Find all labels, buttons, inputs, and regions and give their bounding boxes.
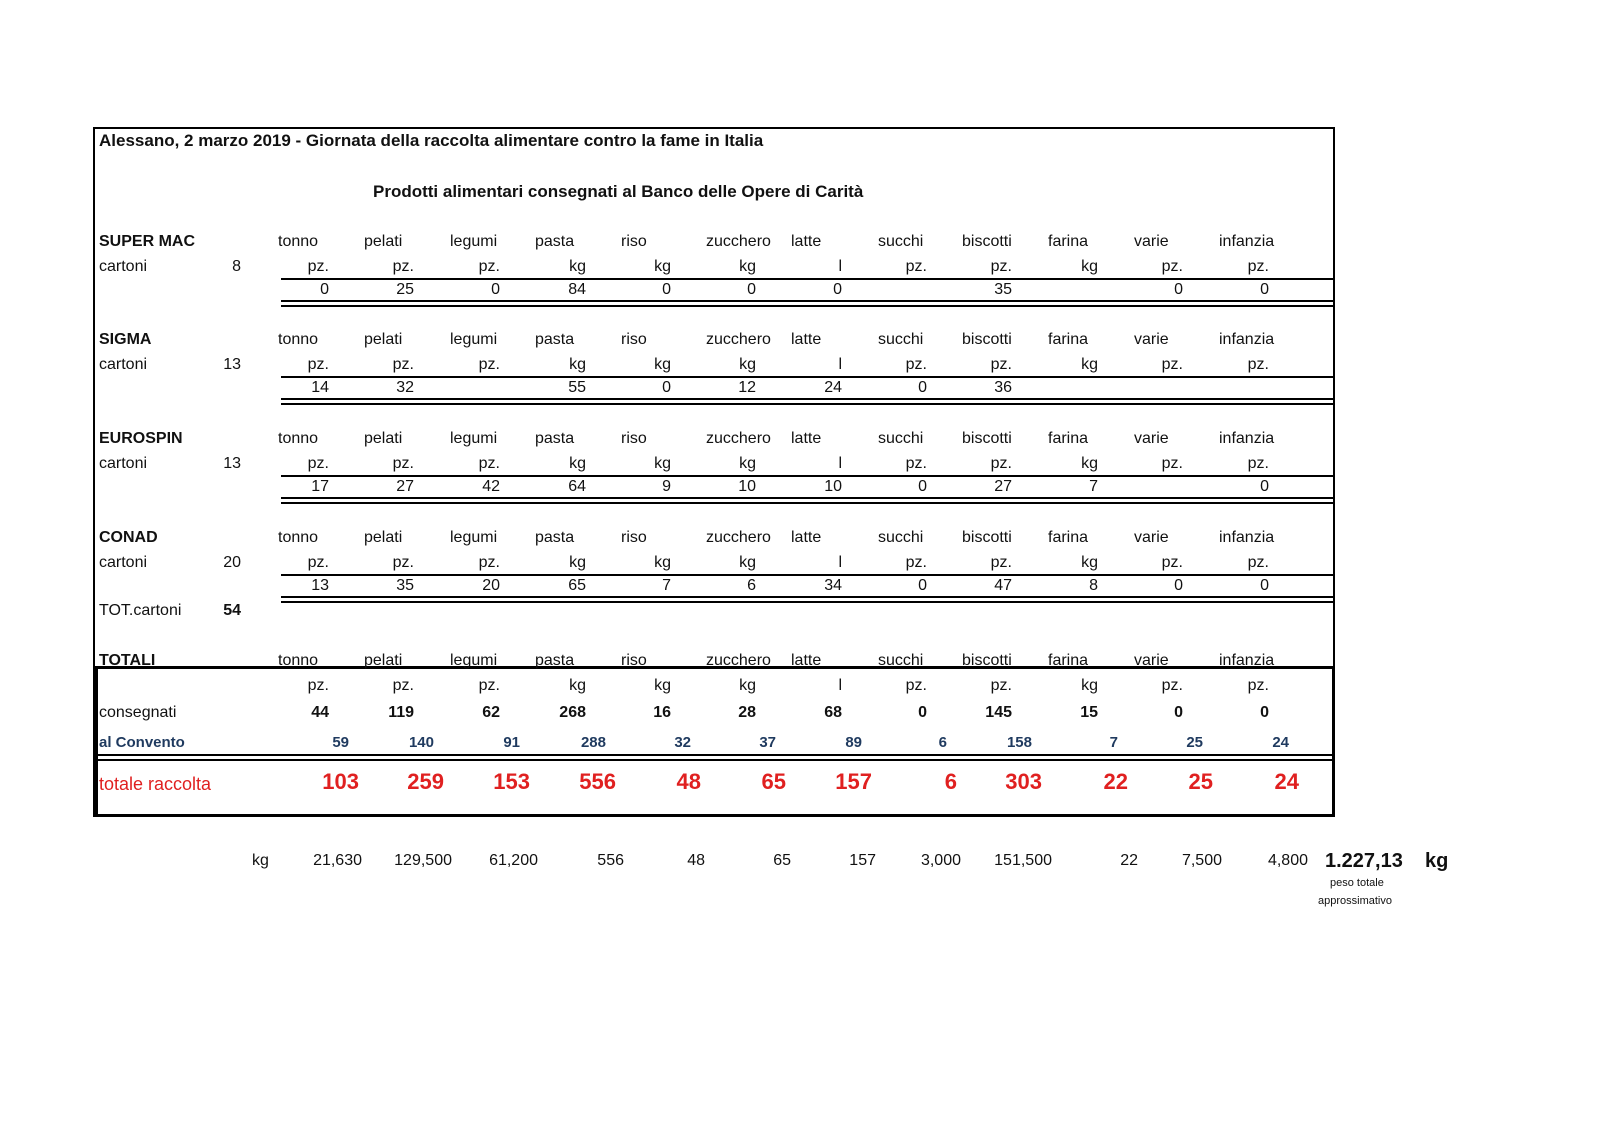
weight-value: 7,500 xyxy=(1181,852,1222,869)
cartoni-count: 13 xyxy=(223,356,241,373)
weight-value: 151,500 xyxy=(994,852,1052,869)
raccolta-value: 153 xyxy=(493,769,530,794)
unit-label: pz. xyxy=(1247,554,1269,571)
unit-label: pz. xyxy=(1247,258,1269,275)
unit-label: kg xyxy=(569,356,586,373)
unit-label: kg xyxy=(569,455,586,472)
unit-label: kg xyxy=(654,455,671,472)
consegnati-value: 44 xyxy=(311,704,329,721)
store-value: 36 xyxy=(994,379,1012,396)
column-header: tonno xyxy=(278,529,319,546)
unit-label: pz. xyxy=(392,677,414,694)
column-header: zucchero xyxy=(706,652,771,669)
store-value: 0 xyxy=(918,379,927,396)
store-value: 12 xyxy=(738,379,756,396)
cartoni-count: 20 xyxy=(223,554,241,571)
store-value: 42 xyxy=(482,478,500,495)
convento-value: 140 xyxy=(408,734,434,751)
weight-value: 48 xyxy=(687,852,705,869)
unit-label: pz. xyxy=(478,356,500,373)
unit-label: l xyxy=(838,258,842,275)
weight-value: 61,200 xyxy=(489,852,538,869)
totali-label: TOTALI xyxy=(99,652,156,669)
unit-label: l xyxy=(838,677,842,694)
consegnati-value: 119 xyxy=(388,704,414,721)
double-rule-line xyxy=(281,398,1333,405)
unit-label: pz. xyxy=(990,677,1012,694)
weight-value: 556 xyxy=(597,852,624,869)
unit-label: pz. xyxy=(307,677,329,694)
report-sheet xyxy=(93,127,1335,817)
column-header: legumi xyxy=(450,233,498,250)
rule-line xyxy=(281,574,1333,576)
unit-label: kg xyxy=(569,677,586,694)
column-header: pelati xyxy=(364,233,403,250)
store-value: 0 xyxy=(1174,281,1183,298)
consegnati-label: consegnati xyxy=(99,704,177,721)
store-value: 47 xyxy=(994,577,1012,594)
column-header: zucchero xyxy=(706,430,771,447)
unit-label: pz. xyxy=(990,554,1012,571)
convento-value: 25 xyxy=(1186,734,1203,751)
store-value: 0 xyxy=(662,379,671,396)
unit-label: pz. xyxy=(307,455,329,472)
raccolta-value: 25 xyxy=(1188,769,1213,794)
store-value: 0 xyxy=(833,281,842,298)
column-header: succhi xyxy=(878,652,924,669)
rule-line xyxy=(281,475,1333,477)
store-value: 6 xyxy=(747,577,756,594)
cartoni-label: cartoni xyxy=(99,356,148,373)
unit-label: pz. xyxy=(392,258,414,275)
store-value: 24 xyxy=(824,379,842,396)
column-header: latte xyxy=(791,430,822,447)
unit-label: pz. xyxy=(392,356,414,373)
unit-label: pz. xyxy=(905,356,927,373)
double-rule-line xyxy=(281,300,1333,307)
unit-label: kg xyxy=(654,677,671,694)
column-header: infanzia xyxy=(1219,430,1275,447)
unit-label: l xyxy=(838,455,842,472)
unit-label: pz. xyxy=(478,554,500,571)
unit-label: kg xyxy=(1081,455,1098,472)
weight-note-line1: peso totale xyxy=(1330,877,1384,889)
store-value: 14 xyxy=(311,379,329,396)
convento-value: 91 xyxy=(503,734,520,751)
column-header: riso xyxy=(621,233,647,250)
unit-label: pz. xyxy=(307,258,329,275)
convento-value: 6 xyxy=(938,734,947,751)
column-header: farina xyxy=(1048,233,1089,250)
consegnati-value: 68 xyxy=(824,704,842,721)
raccolta-value: 48 xyxy=(676,769,701,794)
column-header: farina xyxy=(1048,430,1089,447)
store-value: 17 xyxy=(311,478,329,495)
unit-label: kg xyxy=(739,258,756,275)
column-header: pelati xyxy=(364,652,403,669)
column-header: latte xyxy=(791,233,822,250)
column-header: pasta xyxy=(535,233,575,250)
double-rule-line xyxy=(281,596,1333,603)
weight-value: 22 xyxy=(1120,852,1138,869)
unit-label: kg xyxy=(739,677,756,694)
weight-value: 65 xyxy=(773,852,791,869)
column-header: tonno xyxy=(278,430,319,447)
weight-total-unit: kg xyxy=(1425,850,1449,872)
unit-label: l xyxy=(838,356,842,373)
unit-label: pz. xyxy=(1161,258,1183,275)
consegnati-value: 28 xyxy=(738,704,756,721)
unit-label: pz. xyxy=(905,258,927,275)
store-value: 35 xyxy=(396,577,414,594)
raccolta-label: totale raccolta xyxy=(99,774,212,794)
column-header: riso xyxy=(621,430,647,447)
store-value: 65 xyxy=(568,577,586,594)
column-header: biscotti xyxy=(962,331,1012,348)
store-name: EUROSPIN xyxy=(99,430,183,447)
store-value: 13 xyxy=(311,577,329,594)
column-header: pasta xyxy=(535,529,575,546)
column-header: varie xyxy=(1134,430,1169,447)
unit-label: pz. xyxy=(990,455,1012,472)
unit-label: kg xyxy=(1081,677,1098,694)
column-header: infanzia xyxy=(1219,529,1275,546)
store-value: 27 xyxy=(396,478,414,495)
convento-label: al Convento xyxy=(99,734,185,751)
consegnati-value: 15 xyxy=(1080,704,1098,721)
column-header: pelati xyxy=(364,331,403,348)
store-value: 7 xyxy=(662,577,671,594)
unit-label: kg xyxy=(739,356,756,373)
convento-value: 288 xyxy=(580,734,606,751)
column-header: riso xyxy=(621,652,647,669)
unit-label: kg xyxy=(739,554,756,571)
unit-label: pz. xyxy=(905,554,927,571)
consegnati-value: 0 xyxy=(1174,704,1183,721)
convento-value: 158 xyxy=(1006,734,1032,751)
raccolta-value: 22 xyxy=(1103,769,1128,794)
unit-label: pz. xyxy=(990,258,1012,275)
store-name: CONAD xyxy=(99,529,158,546)
convento-value: 89 xyxy=(845,734,862,751)
column-header: infanzia xyxy=(1219,331,1275,348)
store-value: 20 xyxy=(482,577,500,594)
convento-value: 24 xyxy=(1272,734,1289,751)
unit-label: pz. xyxy=(1161,677,1183,694)
column-header: biscotti xyxy=(962,652,1012,669)
column-header: legumi xyxy=(450,652,498,669)
store-value: 0 xyxy=(1260,577,1269,594)
column-header: succhi xyxy=(878,331,924,348)
store-name: SIGMA xyxy=(99,331,152,348)
rule-line xyxy=(281,376,1333,378)
column-header: farina xyxy=(1048,331,1089,348)
unit-label: pz. xyxy=(392,455,414,472)
weight-value: 21,630 xyxy=(313,852,362,869)
weight-value: 129,500 xyxy=(394,852,452,869)
store-value: 7 xyxy=(1089,478,1098,495)
weight-value: 157 xyxy=(849,852,876,869)
unit-label: l xyxy=(838,554,842,571)
unit-label: kg xyxy=(1081,554,1098,571)
store-value: 25 xyxy=(396,281,414,298)
column-header: infanzia xyxy=(1219,652,1275,669)
unit-label: kg xyxy=(654,554,671,571)
consegnati-value: 62 xyxy=(482,704,500,721)
store-value: 8 xyxy=(1089,577,1098,594)
raccolta-value: 6 xyxy=(944,769,957,794)
raccolta-value: 259 xyxy=(407,769,444,794)
page-title: Alessano, 2 marzo 2019 - Giornata della raccolta alimentare contro la fame in Italia xyxy=(99,131,764,150)
store-value: 84 xyxy=(568,281,586,298)
column-header: pelati xyxy=(364,430,403,447)
weight-total: 1.227,13 xyxy=(1325,850,1403,872)
raccolta-value: 103 xyxy=(322,769,359,794)
column-header: zucchero xyxy=(706,331,771,348)
column-header: latte xyxy=(791,652,822,669)
column-header: varie xyxy=(1134,233,1169,250)
store-value: 10 xyxy=(824,478,842,495)
store-value: 35 xyxy=(994,281,1012,298)
column-header: farina xyxy=(1048,529,1089,546)
unit-label: pz. xyxy=(905,455,927,472)
column-header: pasta xyxy=(535,331,575,348)
unit-label: kg xyxy=(1081,258,1098,275)
store-value: 0 xyxy=(1260,478,1269,495)
column-header: tonno xyxy=(278,652,319,669)
page-subtitle: Prodotti alimentari consegnati al Banco delle Opere di Carità xyxy=(373,182,864,201)
consegnati-value: 268 xyxy=(559,704,586,721)
column-header: riso xyxy=(621,529,647,546)
store-value: 0 xyxy=(320,281,329,298)
unit-label: pz. xyxy=(1247,677,1269,694)
store-value: 32 xyxy=(396,379,414,396)
column-header: legumi xyxy=(450,529,498,546)
store-value: 9 xyxy=(662,478,671,495)
unit-label: kg xyxy=(1081,356,1098,373)
unit-label: kg xyxy=(739,455,756,472)
weight-value: 4,800 xyxy=(1267,852,1308,869)
convento-value: 59 xyxy=(332,734,349,751)
column-header: zucchero xyxy=(706,529,771,546)
consegnati-value: 0 xyxy=(918,704,927,721)
unit-label: pz. xyxy=(478,677,500,694)
unit-label: pz. xyxy=(307,356,329,373)
tot-cartoni-label: TOT.cartoni xyxy=(99,602,182,619)
store-value: 0 xyxy=(491,281,500,298)
convento-value: 7 xyxy=(1109,734,1118,751)
store-value: 0 xyxy=(1260,281,1269,298)
store-value: 0 xyxy=(662,281,671,298)
raccolta-value: 65 xyxy=(761,769,786,794)
column-header: tonno xyxy=(278,331,319,348)
store-value: 0 xyxy=(1174,577,1183,594)
unit-label: pz. xyxy=(478,455,500,472)
consegnati-value: 145 xyxy=(985,704,1012,721)
unit-label: kg xyxy=(654,258,671,275)
cartoni-label: cartoni xyxy=(99,455,148,472)
raccolta-value: 157 xyxy=(835,769,872,794)
column-header: pasta xyxy=(535,430,575,447)
weight-value: 3,000 xyxy=(920,852,961,869)
raccolta-value: 556 xyxy=(579,769,616,794)
column-header: succhi xyxy=(878,529,924,546)
consegnati-value: 16 xyxy=(653,704,671,721)
column-header: legumi xyxy=(450,430,498,447)
column-header: farina xyxy=(1048,652,1089,669)
cartoni-count: 8 xyxy=(232,258,241,275)
store-value: 34 xyxy=(824,577,842,594)
weight-note-line2: approssimativo xyxy=(1318,895,1392,907)
unit-label: pz. xyxy=(990,356,1012,373)
column-header: legumi xyxy=(450,331,498,348)
tot-cartoni-value: 54 xyxy=(223,602,241,619)
store-value: 55 xyxy=(568,379,586,396)
column-header: latte xyxy=(791,331,822,348)
store-value: 27 xyxy=(994,478,1012,495)
unit-label: pz. xyxy=(905,677,927,694)
column-header: tonno xyxy=(278,233,319,250)
column-header: varie xyxy=(1134,331,1169,348)
store-value: 0 xyxy=(918,478,927,495)
cartoni-count: 13 xyxy=(223,455,241,472)
raccolta-value: 24 xyxy=(1274,769,1299,794)
unit-label: pz. xyxy=(1161,455,1183,472)
double-rule-line xyxy=(281,497,1333,504)
unit-label: pz. xyxy=(478,258,500,275)
convento-value: 32 xyxy=(674,734,691,751)
column-header: biscotti xyxy=(962,233,1012,250)
column-header: biscotti xyxy=(962,529,1012,546)
unit-label: pz. xyxy=(1247,455,1269,472)
store-value: 10 xyxy=(738,478,756,495)
column-header: latte xyxy=(791,529,822,546)
column-header: pasta xyxy=(535,652,575,669)
store-value: 0 xyxy=(747,281,756,298)
cartoni-label: cartoni xyxy=(99,258,148,275)
column-header: varie xyxy=(1134,652,1169,669)
weights-unit-label: kg xyxy=(252,852,269,869)
rule-line xyxy=(281,278,1333,280)
store-value: 0 xyxy=(918,577,927,594)
raccolta-value: 303 xyxy=(1005,769,1042,794)
store-name: SUPER MAC xyxy=(99,233,196,250)
column-header: infanzia xyxy=(1219,233,1275,250)
column-header: succhi xyxy=(878,430,924,447)
unit-label: pz. xyxy=(1247,356,1269,373)
unit-label: pz. xyxy=(392,554,414,571)
unit-label: pz. xyxy=(1161,554,1183,571)
unit-label: kg xyxy=(569,554,586,571)
consegnati-value: 0 xyxy=(1260,704,1269,721)
double-rule-line xyxy=(95,754,1333,761)
column-header: riso xyxy=(621,331,647,348)
unit-label: kg xyxy=(569,258,586,275)
store-value: 64 xyxy=(568,478,586,495)
column-header: zucchero xyxy=(706,233,771,250)
column-header: pelati xyxy=(364,529,403,546)
column-header: succhi xyxy=(878,233,924,250)
convento-value: 37 xyxy=(759,734,776,751)
unit-label: pz. xyxy=(1161,356,1183,373)
unit-label: kg xyxy=(654,356,671,373)
column-header: varie xyxy=(1134,529,1169,546)
cartoni-label: cartoni xyxy=(99,554,148,571)
column-header: biscotti xyxy=(962,430,1012,447)
unit-label: pz. xyxy=(307,554,329,571)
